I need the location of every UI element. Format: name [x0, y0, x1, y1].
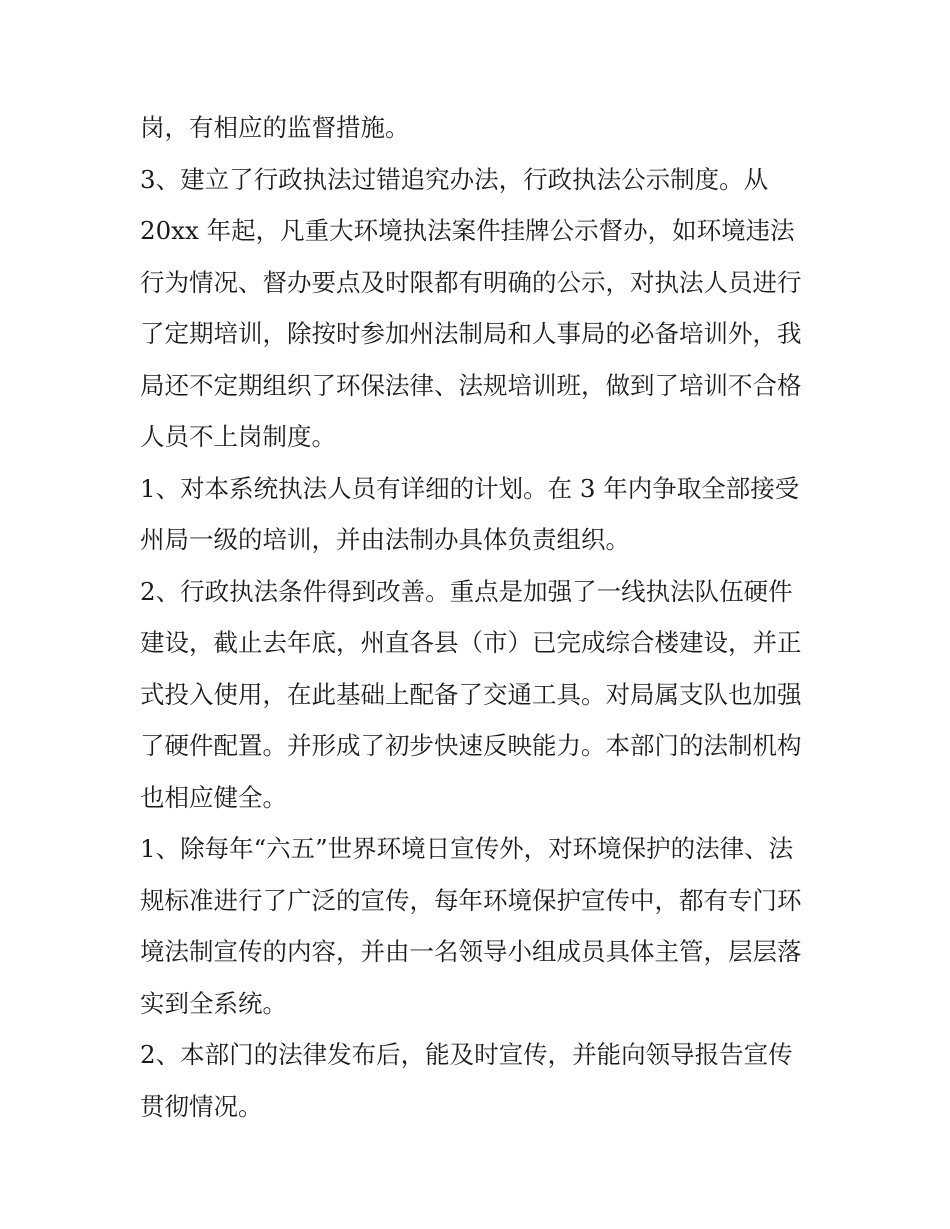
text-line: 州局一级的培训，并由法制办具体负责组织。 — [140, 525, 630, 554]
text-line: 建设，截止去年底，州直各县（市）已完成综合楼建设，并正 — [140, 628, 802, 657]
text-line: 3、建立了行政执法过错追究办法，行政执法公示制度。从 — [140, 165, 769, 194]
text-line: 2、本部门的法律发布后，能及时宣传，并能向领导报告宣传 — [140, 1040, 793, 1069]
text-line: 也相应健全。 — [140, 783, 287, 812]
text-line: 行为情况、督办要点及时限都有明确的公示，对执法人员进行 — [140, 268, 802, 297]
text-line: 了定期培训，除按时参加州法制局和人事局的必备培训外，我 — [140, 319, 802, 348]
text-line: 式投入使用，在此基础上配备了交通工具。对局属支队也加强 — [140, 680, 802, 709]
text-line: 贯彻情况。 — [140, 1092, 263, 1121]
text-line: 境法制宣传的内容，并由一名领导小组成员具体主管，层层落 — [140, 937, 802, 966]
text-line: 岗，有相应的监督措施。 — [140, 113, 410, 142]
text-line: 2、行政执法条件得到改善。重点是加强了一线执法队伍硬件 — [140, 577, 793, 606]
text-line: 1、除每年“六五”世界环境日宣传外，对环境保护的法律、法 — [140, 834, 794, 863]
text-line: 人员不上岗制度。 — [140, 422, 336, 451]
text-line: 20xx 年起，凡重大环境执法案件挂牌公示督办，如环境违法 — [140, 216, 795, 245]
text-line: 局还不定期组织了环保法律、法规培训班，做到了培训不合格 — [140, 371, 802, 400]
text-line: 实到全系统。 — [140, 989, 287, 1018]
text-line: 1、对本系统执法人员有详细的计划。在 3 年内争取全部接受 — [140, 474, 800, 503]
text-line: 规标准进行了广泛的宣传，每年环境保护宣传中，都有专门环 — [140, 886, 802, 915]
text-line: 了硬件配置。并形成了初步快速反映能力。本部门的法制机构 — [140, 731, 802, 760]
